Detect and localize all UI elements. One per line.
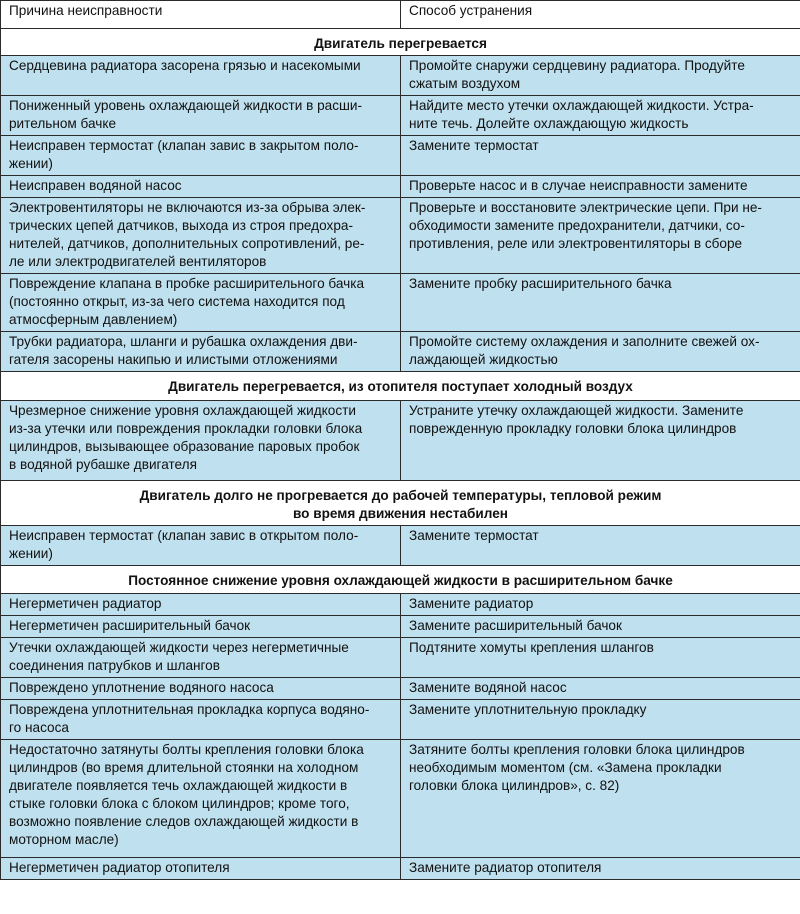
- cause-cell: [1, 401, 401, 481]
- remedy-text-line: Замените пробку расширительного бачка: [409, 276, 672, 291]
- cause-text-line: Негерметичен радиатор отопителя: [9, 860, 230, 875]
- cause-text-line: Чрезмерное снижение уровня охлаждающей жидкости: [9, 403, 356, 418]
- table-row: [1, 198, 800, 274]
- table-row: [1, 56, 800, 96]
- section-title-cell: [1, 372, 800, 401]
- cause-cell: [1, 594, 401, 616]
- cause-cell: [1, 198, 401, 274]
- cause-text-line: Повреждена уплотнительная прокладка корпуса водяно-: [9, 702, 370, 717]
- section-header: [1, 481, 800, 526]
- cause-cell: [1, 616, 401, 638]
- cause-text-line: цилиндров (во время длительной стоянки на холодном: [9, 760, 359, 775]
- section-title-cell: [1, 566, 800, 594]
- remedy-text-line: Замените радиатор отопителя: [409, 860, 602, 875]
- remedy-cell: [401, 594, 800, 616]
- cause-text-line: цилиндров, вызывающее образование паровых пробок: [9, 439, 360, 454]
- cause-text-line: атмосферным давлением): [9, 312, 178, 327]
- cause-text-line: Недостаточно затянуты болты крепления головки блока: [9, 742, 364, 757]
- remedy-text-line: обходимости замените предохранители, датчики, со-: [409, 218, 745, 233]
- remedy-text-line: Промойте снаружи сердцевину радиатора. Продуйте: [409, 58, 745, 73]
- cause-text-line: Неисправен термостат (клапан завис в открытом поло-: [9, 528, 359, 543]
- cause-text-line: жении): [9, 546, 53, 561]
- cause-cell: [1, 740, 401, 858]
- remedy-cell: [401, 56, 800, 96]
- remedy-text-line: Промойте систему охлаждения и заполните свежей ох-: [409, 334, 760, 349]
- header-remedy: Способ устранения: [401, 1, 800, 29]
- table-row: [1, 740, 800, 858]
- cause-text-line: Негерметичен расширительный бачок: [9, 618, 251, 633]
- remedy-text-line: Проверьте насос и в случае неисправности замените: [409, 178, 748, 193]
- cause-text-line: ле или электродвигателей вентиляторов: [9, 254, 267, 269]
- remedy-text-line: необходимым моментом (см. «Замена прокладки: [409, 760, 722, 775]
- cause-text-line: из-за утечки или повреждения прокладки головки блока: [9, 421, 363, 436]
- remedy-text-line: Проверьте и восстановите электрические цепи. При не-: [409, 200, 762, 215]
- cause-text-line: (постоянно открыт, из-за чего система находится под: [9, 294, 345, 309]
- remedy-cell: [401, 638, 800, 678]
- remedy-cell: [401, 858, 800, 880]
- cause-text-line: в водяной рубашке двигателя: [9, 457, 197, 472]
- cause-text-line: го насоса: [9, 720, 69, 735]
- section-title-cell: [1, 481, 800, 526]
- cause-text-line: Трубки радиатора, шланги и рубашка охлаждения дви-: [9, 334, 358, 349]
- cause-text-line: Неисправен термостат (клапан завис в закрытом поло-: [9, 138, 359, 153]
- remedy-text-line: Замените термостат: [409, 528, 539, 543]
- cause-text-line: возможно появление следов охлаждающей жидкости в: [9, 814, 359, 829]
- cause-cell: [1, 526, 401, 566]
- cause-text-line: нителей, датчиков, дополнительных сопротивлений, ре-: [9, 236, 365, 251]
- table-row: [1, 176, 800, 198]
- remedy-text-line: Устраните утечку охлаждающей жидкости. Замените: [409, 403, 744, 418]
- cause-text-line: Повреждение клапана в пробке расширительного бачка: [9, 276, 365, 291]
- table-row: [1, 401, 800, 481]
- remedy-text-line: Подтяните хомуты крепления шлангов: [409, 640, 654, 655]
- remedy-cell: [401, 401, 800, 481]
- table-row: [1, 96, 800, 136]
- table-body: [1, 29, 800, 880]
- cause-text-line: стыке головки блока с блоком цилиндров; кроме того,: [9, 796, 350, 811]
- cause-text-line: Повреждено уплотнение водяного насоса: [9, 680, 274, 695]
- cause-cell: [1, 96, 401, 136]
- section-title: Двигатель долго не прогревается до рабочей температуры, тепловой режим: [139, 488, 662, 503]
- cause-text-line: трических цепей датчиков, выхода из строя предохра-: [9, 218, 353, 233]
- remedy-cell: [401, 136, 800, 176]
- cause-text-line: гателя засорены накипью и илистыми отложениями: [9, 352, 338, 367]
- remedy-text-line: Затяните болты крепления головки блока цилиндров: [409, 742, 745, 757]
- section-title: Двигатель перегревается: [314, 36, 487, 51]
- cause-cell: [1, 638, 401, 678]
- remedy-cell: [401, 198, 800, 274]
- table-row: [1, 616, 800, 638]
- table-row: [1, 526, 800, 566]
- cause-text-line: Неисправен водяной насос: [9, 178, 182, 193]
- remedy-text-line: ните течь. Долейте охлаждающую жидкость: [409, 116, 689, 131]
- section-title-line2: во время движения нестабилен: [292, 506, 509, 521]
- remedy-text-line: Замените термостат: [409, 138, 539, 153]
- remedy-text-line: головки блока цилиндров», с. 82): [409, 778, 620, 793]
- table-row: [1, 678, 800, 700]
- remedy-text-line: Замените расширительный бачок: [409, 618, 622, 633]
- cause-cell: [1, 332, 401, 372]
- section-title-cell: [1, 29, 800, 56]
- remedy-cell: [401, 700, 800, 740]
- section-title: Постоянное снижение уровня охлаждающей жидкости в расширительном бачке: [128, 573, 673, 588]
- cause-cell: [1, 176, 401, 198]
- remedy-text-line: Найдите место утечки охлаждающей жидкости. Устра-: [409, 98, 754, 113]
- remedy-cell: [401, 332, 800, 372]
- cause-cell: [1, 274, 401, 332]
- cause-text-line: Негерметичен радиатор: [9, 596, 162, 611]
- table-row: [1, 594, 800, 616]
- remedy-text-line: Замените водяной насос: [409, 680, 567, 695]
- remedy-cell: [401, 274, 800, 332]
- table-row: [1, 638, 800, 678]
- cause-cell: [1, 858, 401, 880]
- remedy-cell: [401, 96, 800, 136]
- cause-text-line: Электровентиляторы не включаются из-за обрыва элек-: [9, 200, 366, 215]
- table-row: [1, 136, 800, 176]
- table-row: [1, 274, 800, 332]
- table-row: [1, 858, 800, 880]
- remedy-text-line: Замените уплотнительную прокладку: [409, 702, 647, 717]
- remedy-text-line: сжатым воздухом: [409, 76, 521, 91]
- section-header: [1, 566, 800, 594]
- remedy-text-line: Замените радиатор: [409, 596, 534, 611]
- cause-text-line: Пониженный уровень охлаждающей жидкости в расши-: [9, 98, 363, 113]
- remedy-text-line: противления, реле или электровентиляторы в сборе: [409, 236, 743, 251]
- table-row: [1, 332, 800, 372]
- section-title: Двигатель перегревается, из отопителя поступает холодный воздух: [168, 379, 633, 394]
- remedy-cell: [401, 176, 800, 198]
- remedy-cell: [401, 678, 800, 700]
- cause-text-line: двигателе появляется течь охлаждающей жидкости в: [9, 778, 348, 793]
- cause-text-line: рительном бачке: [9, 116, 117, 131]
- remedy-text-line: лаждающей жидкостью: [409, 352, 558, 367]
- remedy-cell: [401, 740, 800, 858]
- remedy-text-line: поврежденную прокладку головки блока цилиндров: [409, 421, 737, 436]
- cause-text-line: Утечки охлаждающей жидкости через негерметичные: [9, 640, 349, 655]
- remedy-cell: [401, 526, 800, 566]
- section-header: [1, 29, 800, 56]
- cause-cell: [1, 700, 401, 740]
- cause-text-line: Сердцевина радиатора засорена грязью и насекомыми: [9, 58, 361, 73]
- cause-cell: [1, 678, 401, 700]
- header-row: [1, 1, 800, 29]
- remedy-cell: [401, 616, 800, 638]
- header-cause: Причина неисправности: [1, 1, 401, 29]
- cause-cell: [1, 56, 401, 96]
- cause-text-line: моторном масле): [9, 832, 119, 847]
- cause-text-line: жении): [9, 156, 53, 171]
- table-row: [1, 700, 800, 740]
- section-header: [1, 372, 800, 401]
- cause-cell: [1, 136, 401, 176]
- cause-text-line: соединения патрубков и шлангов: [9, 658, 220, 673]
